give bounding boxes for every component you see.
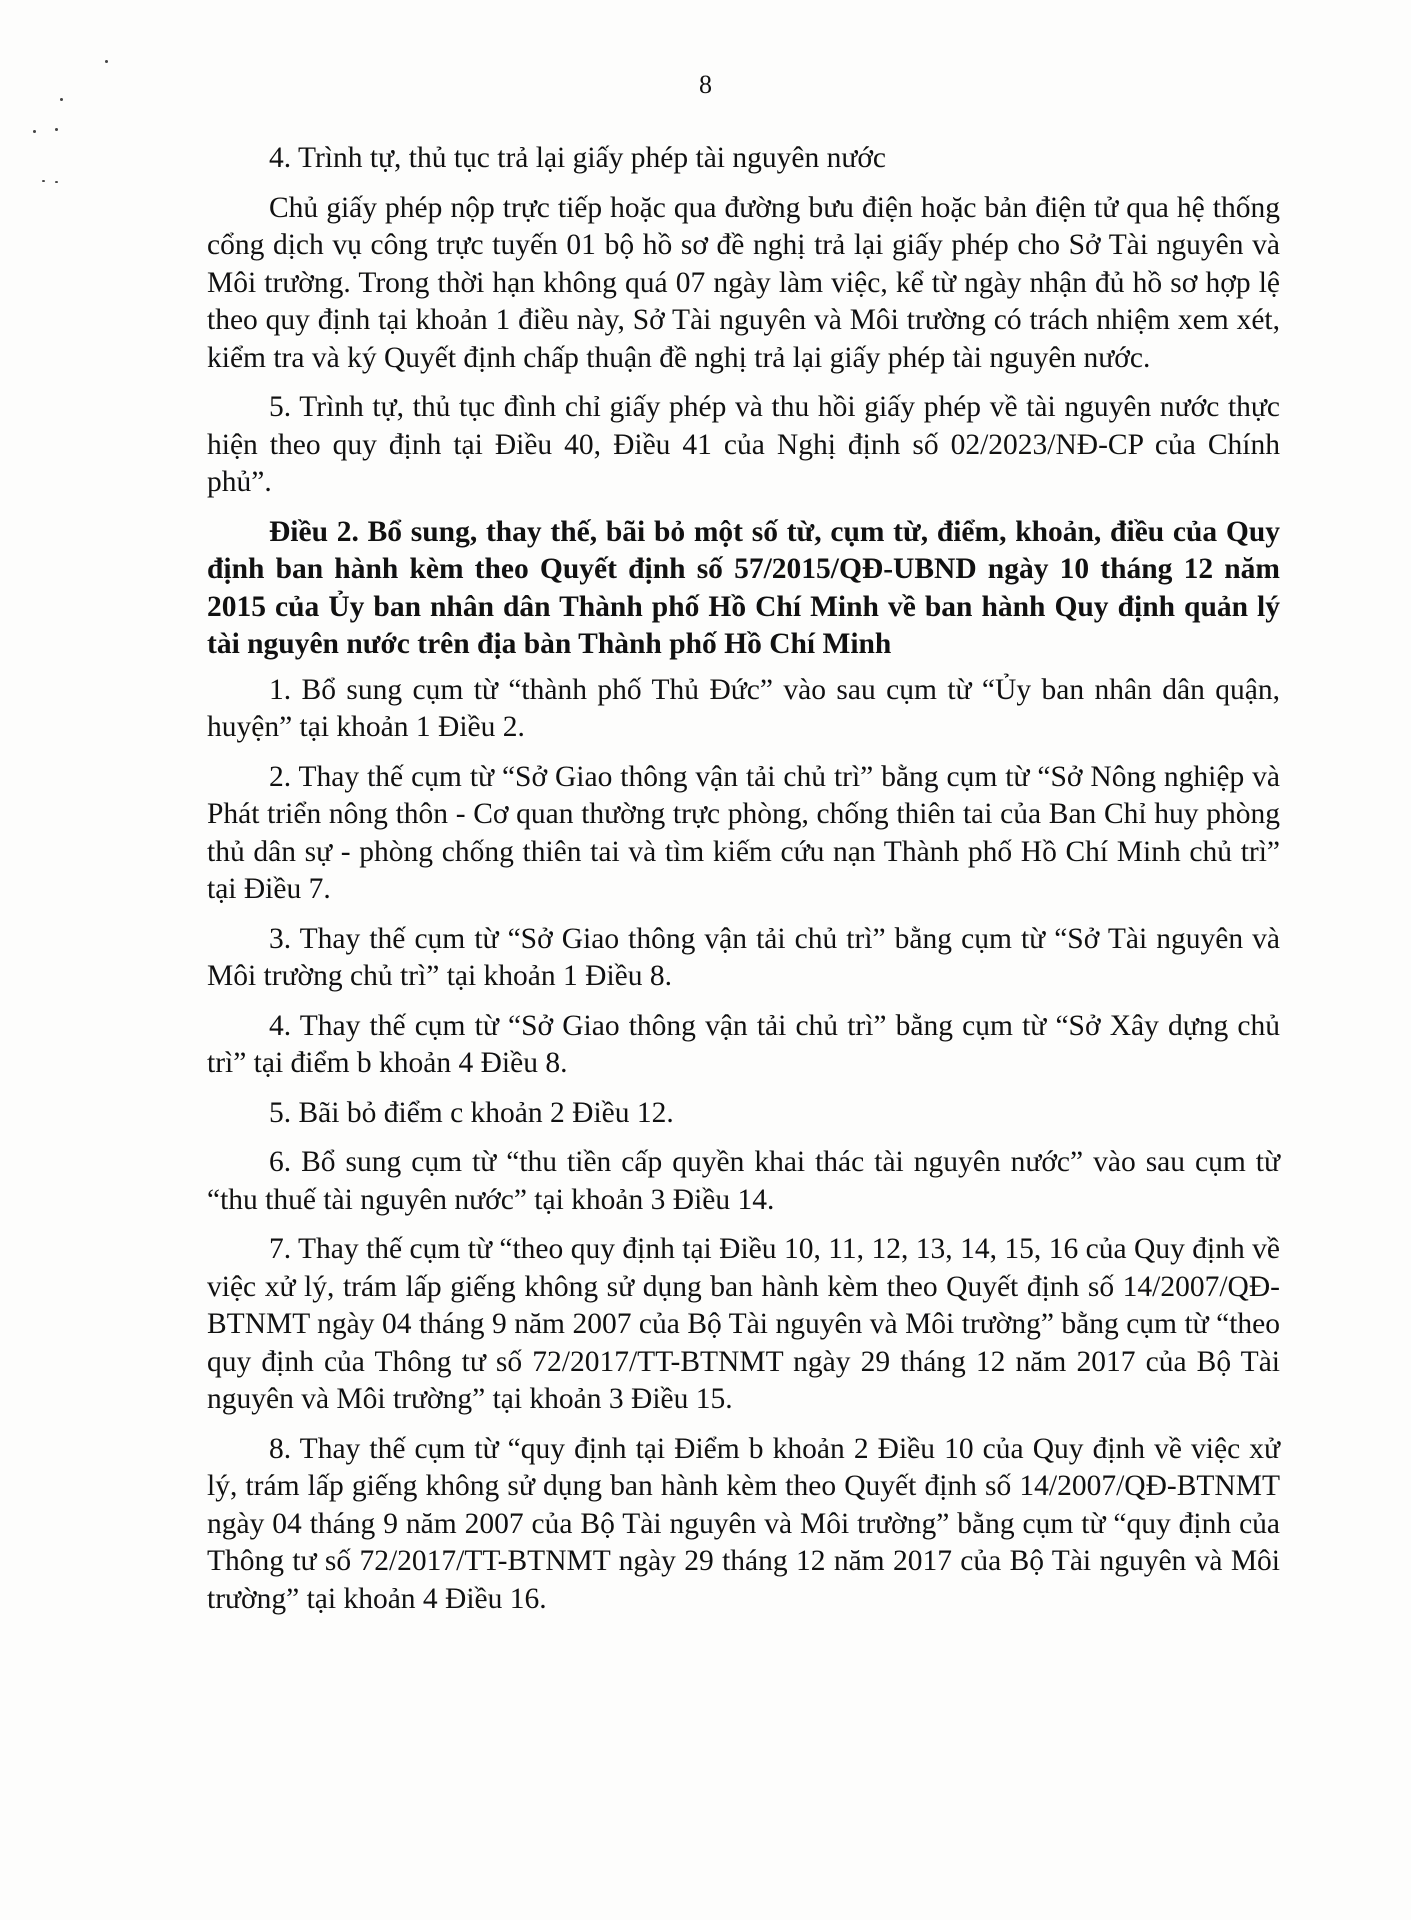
section-5-body: 5. Trình tự, thủ tục đình chỉ giấy phép và thu hồi giấy phép về tài nguyên nước thực hiện theo quy định tại Điều 40, Điều 41 của Nghị định số 02/2023/NĐ-CP của Chính phủ”. xyxy=(207,391,1280,498)
article-2-item-7: 7. Thay thế cụm từ “theo quy định tại Điều 10, 11, 12, 13, 14, 15, 16 của Quy định về việc xử lý, trám lấp giếng không sử dụng ban hành kèm theo Quyết định số 14/2007/QĐ-BTNMT ngày 04 tháng 9 năm 2007 của Bộ Tài nguyên và Môi trường” bằng cụm từ “theo quy định của Thông tư số 72/2017/TT-BTNMT ngày 29 tháng 12 năm 2017 của Bộ Tài nguyên và Môi trường” tại khoản 3 Điều 15. xyxy=(207,1233,1280,1415)
article-2-item-3: 3. Thay thế cụm từ “Sở Giao thông vận tải chủ trì” bằng cụm từ “Sở Tài nguyên và Môi trường chủ trì” tại khoản 1 Điều 8. xyxy=(207,922,1280,992)
section-4-heading: 4. Trình tự, thủ tục trả lại giấy phép tài nguyên nước xyxy=(269,142,887,174)
scan-speck xyxy=(55,128,58,131)
article-2-item-8: 8. Thay thế cụm từ “quy định tại Điểm b khoản 2 Điều 10 của Quy định về việc xử lý, trám lấp giếng không sử dụng ban hành kèm theo Quyết định số 14/2007/QĐ-BTNMT ngày 04 tháng 9 năm 2007 của Bộ Tài nguyên và Môi trường” bằng cụm từ “quy định của Thông tư số 72/2017/TT-BTNMT ngày 29 tháng 12 năm 2017 của Bộ Tài nguyên và Môi trường” tại khoản 4 Điều 16. xyxy=(207,1432,1280,1615)
article-2-item-5: 5. Bãi bỏ điểm c khoản 2 Điều 12. xyxy=(269,1096,674,1129)
article-2-item-2: 2. Thay thế cụm từ “Sở Giao thông vận tải chủ trì” bằng cụm từ “Sở Nông nghiệp và Phát triển nông thôn - Cơ quan thường trực phòng, chống thiên tai của Ban Chỉ huy phòng thủ dân sự - phòng chống thiên tai và tìm kiếm cứu nạn Thành phố Hồ Chí Minh chủ trì” tại Điều 7. xyxy=(207,760,1280,905)
article-2-item-6: 6. Bổ sung cụm từ “thu tiền cấp quyền khai thác tài nguyên nước” vào sau cụm từ “thu thuế tài nguyên nước” tại khoản 3 Điều 14. xyxy=(207,1146,1280,1216)
scan-speck xyxy=(105,60,108,63)
page-number: 8 xyxy=(699,70,712,99)
document-body xyxy=(207,140,1280,1630)
article-2-item-4: 4. Thay thế cụm từ “Sở Giao thông vận tải chủ trì” bằng cụm từ “Sở Xây dựng chủ trì” tại điểm b khoản 4 Điều 8. xyxy=(207,1009,1280,1079)
scan-speck xyxy=(42,180,45,182)
scan-speck xyxy=(55,181,58,183)
scan-speck xyxy=(33,130,36,133)
article-2-item-1: 1. Bổ sung cụm từ “thành phố Thủ Đức” vào sau cụm từ “Ủy ban nhân dân quận, huyện” tại khoản 1 Điều 2. xyxy=(207,673,1280,743)
section-4-body: Chủ giấy phép nộp trực tiếp hoặc qua đường bưu điện hoặc bản điện tử qua hệ thống cổng dịch vụ công trực tuyến 01 bộ hồ sơ đề nghị trả lại giấy phép cho Sở Tài nguyên và Môi trường. Trong thời hạn không quá 07 ngày làm việc, kể từ ngày nhận đủ hồ sơ hợp lệ theo quy định tại khoản 1 điều này, Sở Tài nguyên và Môi trường có trách nhiệm xem xét, kiểm tra và ký Quyết định chấp thuận đề nghị trả lại giấy phép tài nguyên nước. xyxy=(207,191,1280,374)
article-2-heading: Điều 2. Bổ sung, thay thế, bãi bỏ một số từ, cụm từ, điểm, khoản, điều của Quy định ban hành kèm theo Quyết định số 57/2015/QĐ-UBND ngày 10 tháng 12 năm 2015 của Ủy ban nhân dân Thành phố Hồ Chí Minh về ban hành Quy định quản lý tài nguyên nước trên địa bàn Thành phố Hồ Chí Minh xyxy=(207,515,1280,660)
